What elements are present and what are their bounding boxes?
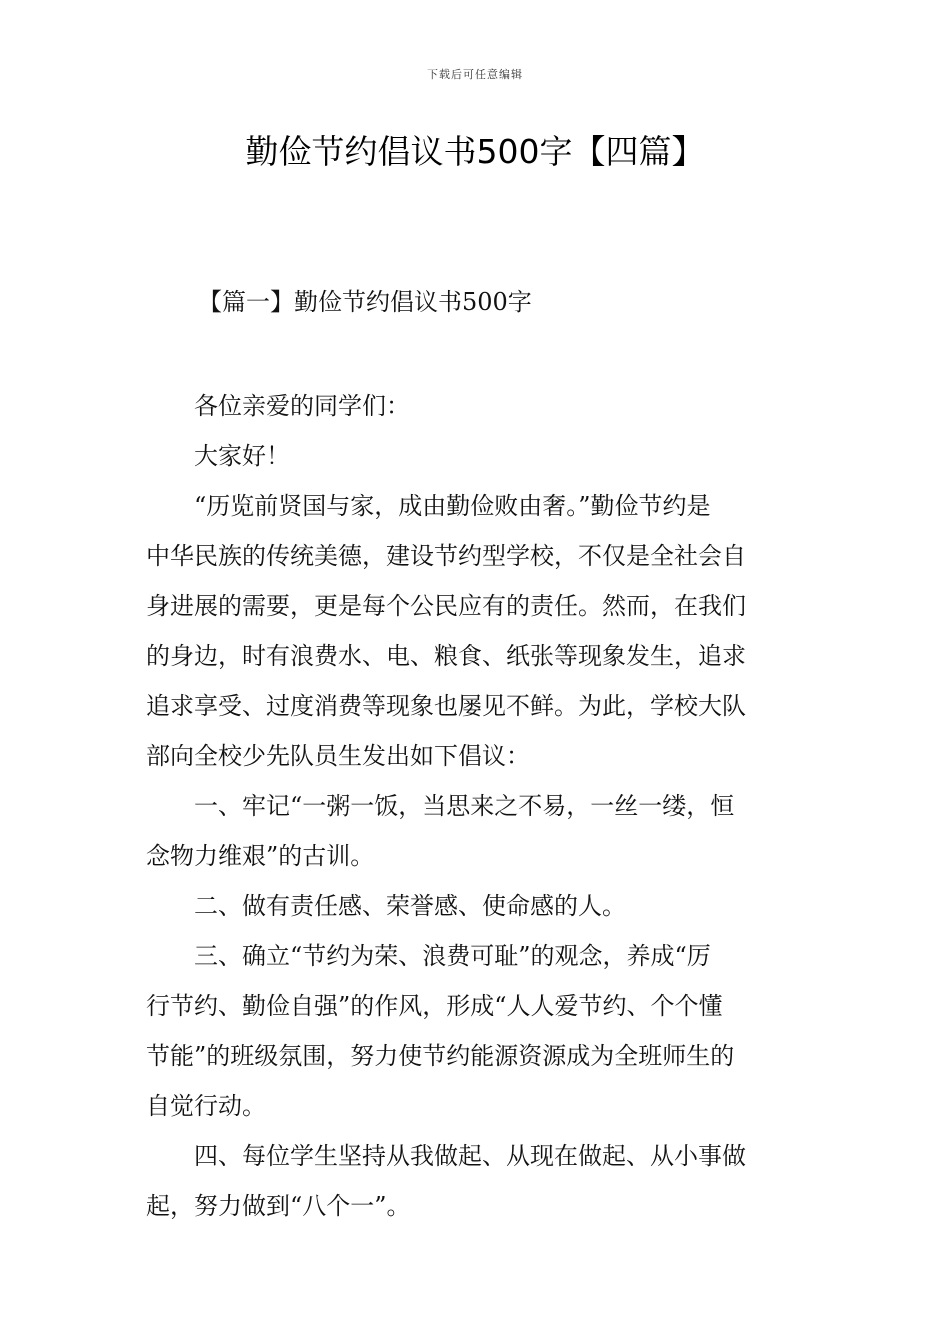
proposal-item-1: 一、牢记“一粥一饭，当思来之不易，一丝一缕，恒 念物力维艰”的古训。 xyxy=(146,792,735,870)
proposal-item-4: 四、每位学生坚持从我做起、从现在做起、从小事做 起，努力做到“八个一”。 xyxy=(146,1142,746,1220)
document-body xyxy=(146,381,806,1231)
greeting-paragraph: 各位亲爱的同学们： xyxy=(194,392,410,420)
header-note: 下载后可任意编辑 xyxy=(427,68,523,81)
section-heading: 【篇一】勤俭节约倡议书500字 xyxy=(198,288,532,316)
intro-paragraph: “历览前贤国与家，成由勤俭败由奢。”勤俭节约是 中华民族的传统美德，建设节约型学校，不仅是全社会自 身进展的需要，更是每个公民应有的责任。然而，在我们 的身边，时有浪费水、电、粮食、纸张等现象发生，追求 追求享受、过度消费等现象也屡见不鲜。为此，学校大队 部向全校少先队员生发出如下倡议： xyxy=(146,492,746,770)
salutation-paragraph: 大家好！ xyxy=(194,442,290,470)
document-title: 勤俭节约倡议书500字【四篇】 xyxy=(245,132,705,171)
proposal-item-3: 三、确立“节约为荣、浪费可耻”的观念，养成“厉 行节约、勤俭自强”的作风，形成“人人爱节约、个个懂 节能”的班级氛围，努力使节约能源资源成为全班师生的 自觉行动。 xyxy=(146,942,735,1120)
proposal-item-2: 二、做有责任感、荣誉感、使命感的人。 xyxy=(194,892,626,920)
